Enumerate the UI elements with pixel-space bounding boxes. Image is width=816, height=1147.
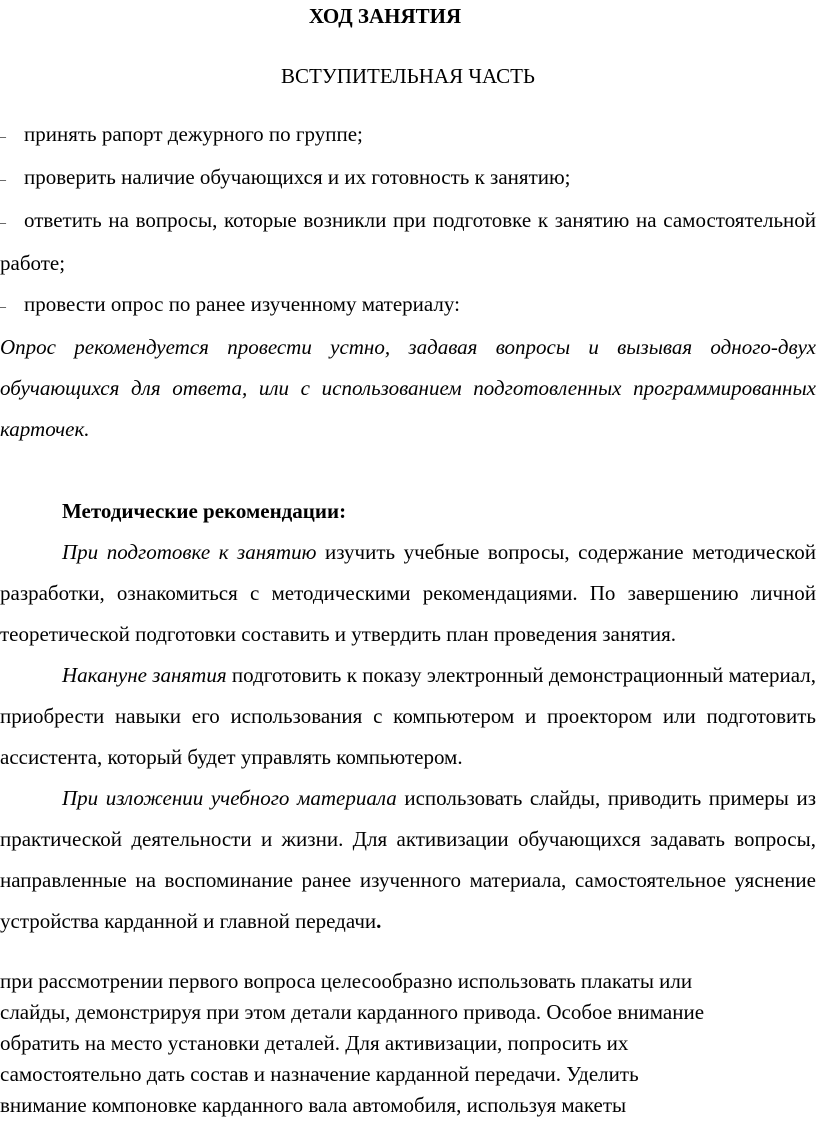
bullet-item — [0, 114, 816, 157]
survey-note: Опрос рекомендуется провести устно, задавая вопросы и вызывая одного-двух обучающихся для ответа, или с использованием подготовленных программированных карточек. — [0, 335, 816, 441]
bullet-text: проверить наличие обучающихся и их готовность к занятию; — [24, 165, 571, 189]
tail-line: самостоятельно дать состав и назначение карданной передачи. Уделить — [0, 1062, 639, 1086]
bullet-text: принять рапорт дежурного по группе; — [24, 122, 363, 146]
tail-line: слайды, демонстрируя при этом детали карданного привода. Особое внимание — [0, 1000, 705, 1024]
recommendation-paragraph — [0, 655, 816, 778]
section-subtitle: ВСТУПИТЕЛЬНАЯ ЧАСТЬ — [281, 64, 535, 88]
dash-marker: – — [0, 129, 6, 143]
dash-marker: – — [0, 172, 6, 186]
bullet-item — [0, 200, 816, 284]
paragraph-end: . — [376, 909, 382, 933]
section-gap — [0, 450, 816, 491]
dash-marker: – — [0, 215, 6, 229]
page-title: ХОД ЗАНЯТИЯ — [308, 4, 462, 28]
bullet-text: ответить на вопросы, которые возникли при подготовке к занятию на самостоятельной работе; — [0, 208, 816, 275]
dash-marker: – — [0, 299, 6, 313]
paragraph-text: подготовить к показу электронный демонстрационный материал, приобрести навыки его использования с компьютером и проектором или подготовить ассистента, который будет управлять компьютером. — [0, 663, 816, 769]
bullet-item — [0, 284, 816, 327]
recommendation-paragraph — [0, 532, 816, 655]
methodical-heading: Методические рекомендации: — [62, 499, 347, 523]
paragraph-lead: При изложении учебного материала — [62, 786, 397, 810]
recommendation-paragraph — [0, 778, 816, 942]
bullet-text: провести опрос по ранее изученному материалу: — [24, 292, 460, 316]
paragraph-lead: При подготовке к занятию — [62, 540, 317, 564]
tail-line: внимание компоновке карданного вала автомобиля, используя макеты — [0, 1093, 627, 1117]
paragraph-text: изучить учебные вопросы, содержание методической разработки, ознакомиться с методическими рекомендациями. По завершению личной теоретической подготовки составить и утвердить план проведения занятия. — [0, 540, 816, 646]
paragraph-text: использовать слайды, приводить примеры из практической деятельности и жизни. Для активизации обучающихся задавать вопросы, направленные на воспоминание ранее изученного материала, самостоятельное уяснение устройства карданной и главной передачи — [0, 786, 816, 933]
main-text — [0, 114, 816, 942]
bullet-item — [0, 157, 816, 200]
tail-text — [0, 966, 816, 1121]
tail-line: при рассмотрении первого вопроса целесообразно использовать плакаты или — [0, 969, 693, 993]
tail-line: обратить на место установки деталей. Для активизации, попросить их — [0, 1031, 629, 1055]
paragraph-lead: Накануне занятия — [62, 663, 227, 687]
